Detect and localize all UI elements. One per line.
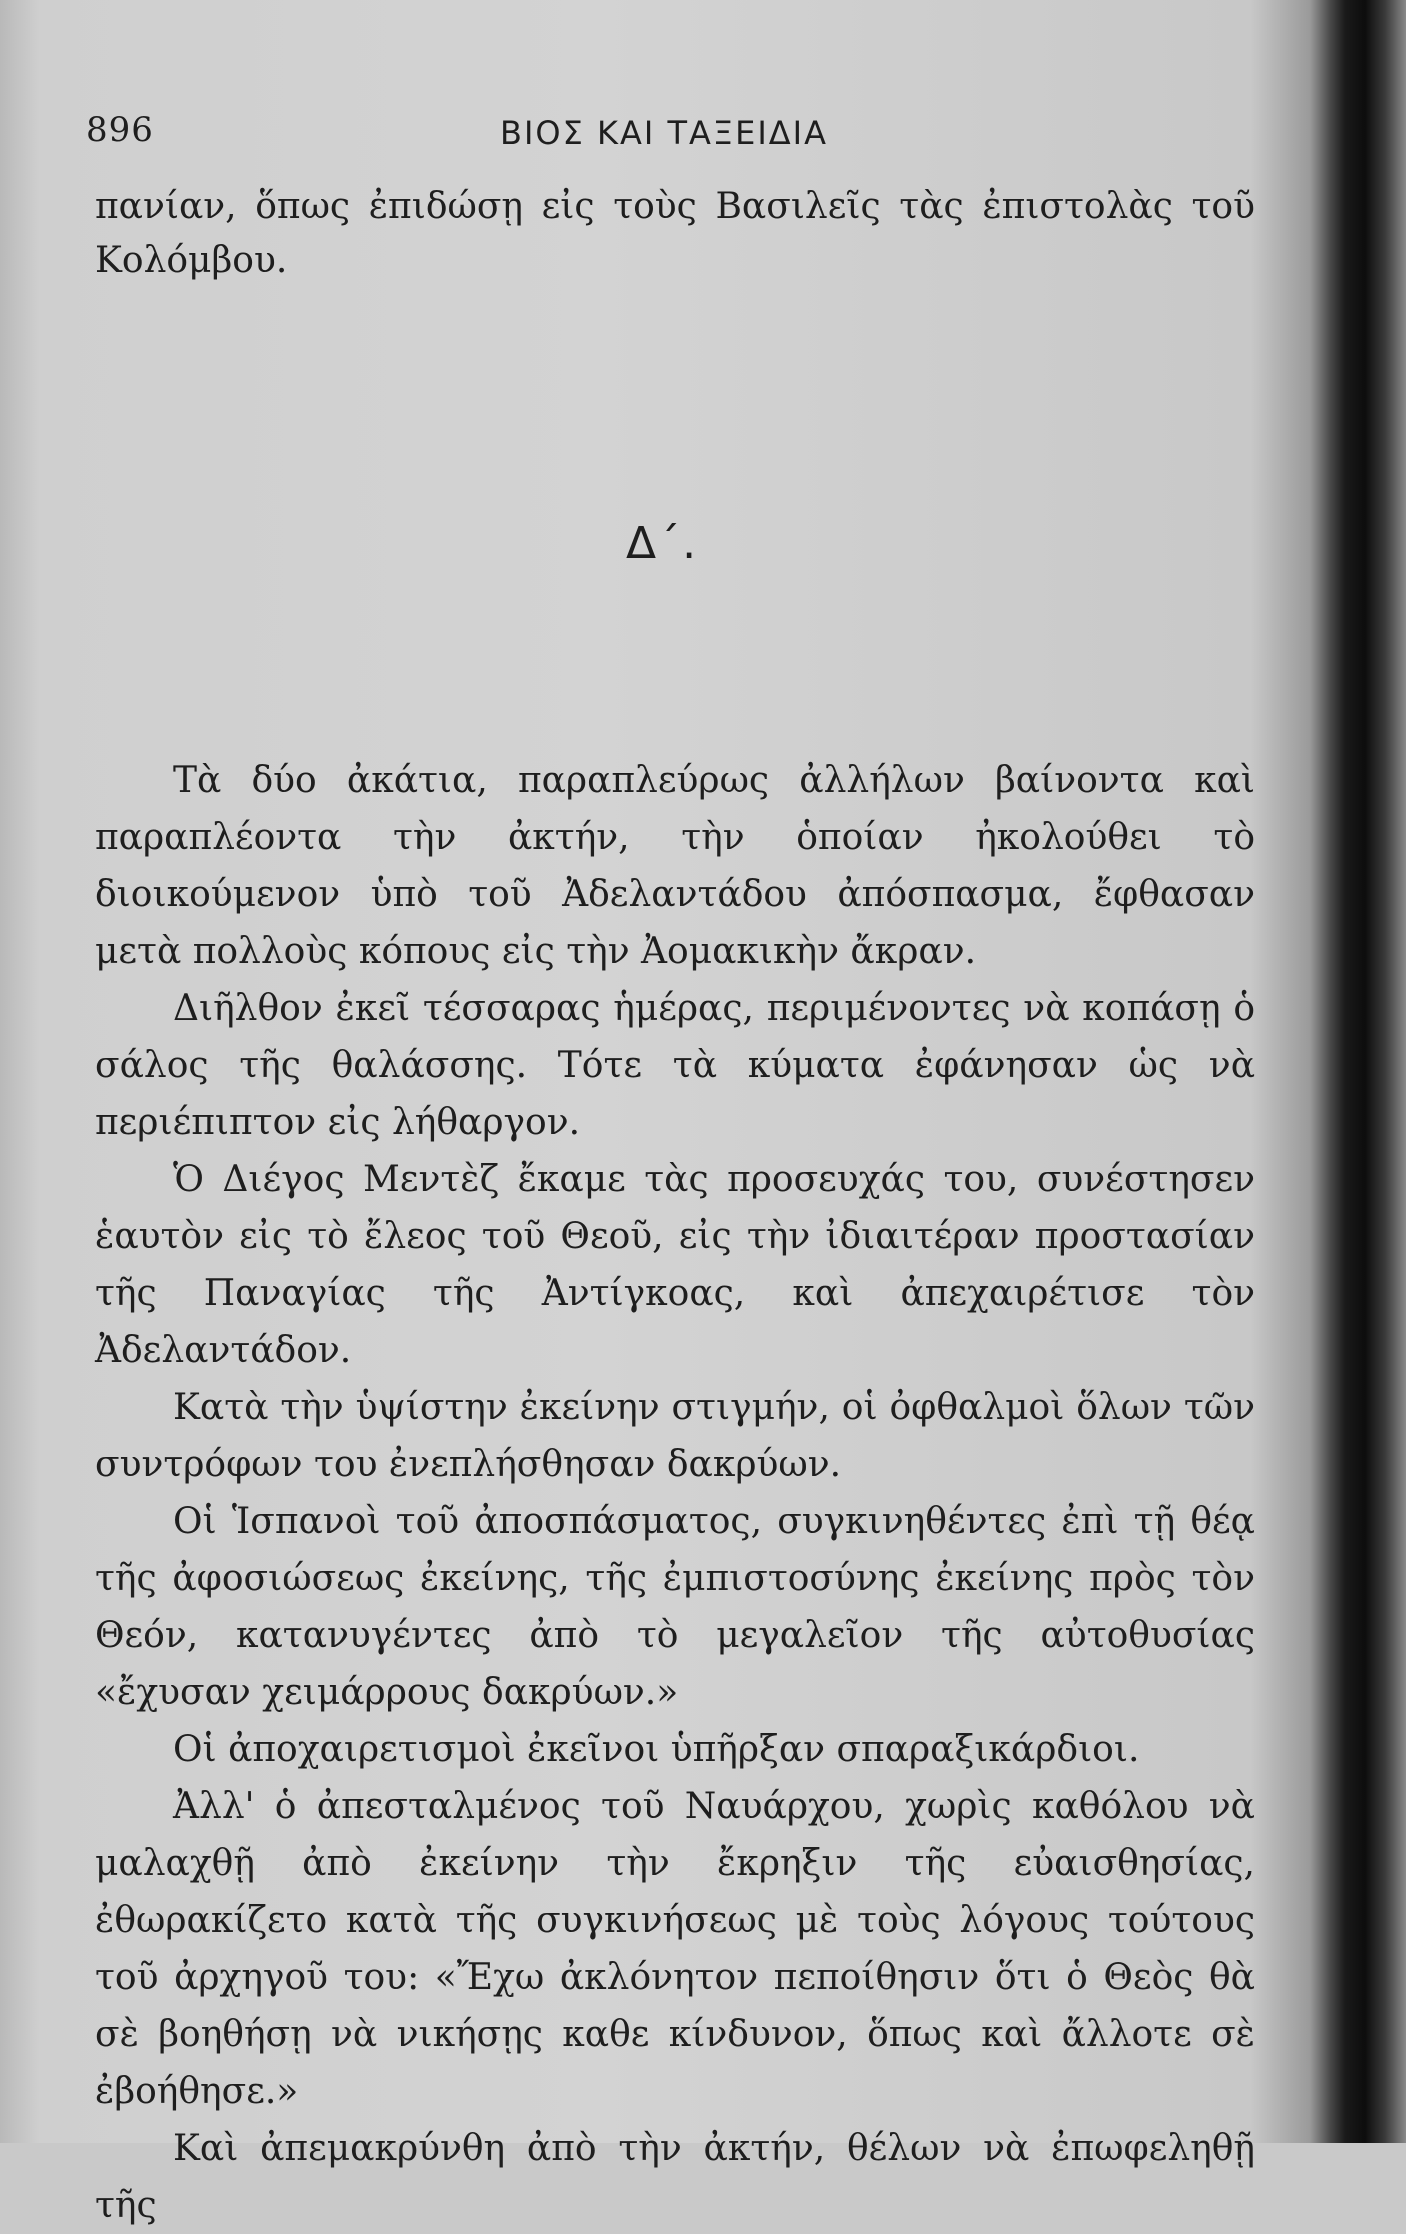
- continuation-block: [95, 180, 1255, 288]
- paragraph-3: Ὁ Διέγος Μεντὲζ ἔκαμε τὰς προσευχάς του, συνέστησεν ἑαυτὸν εἰς τὸ ἔλεος τοῦ Θεοῦ, εἰς τὴν ἰδιαιτέραν προστασίαν τῆς Παναγίας τῆς Ἀντίγκοας, καὶ ἀπεχαιρέτισε τὸν Ἀδελαντάδον.: [95, 1159, 1255, 1371]
- paragraph-2: Διῆλθον ἐκεῖ τέσσαρας ἡμέρας, περιμένοντες νὰ κοπάσῃ ὁ σάλος τῆς θαλάσσης. Τότε τὰ κύματα ἐφάνησαν ὡς νὰ περιέπιπτον εἰς λήθαργον.: [95, 988, 1255, 1143]
- body-text: [95, 752, 1255, 2234]
- page-number: 896: [86, 110, 154, 150]
- paragraph-1: Τὰ δύο ἀκάτια, παραπλεύρως ἀλλήλων βαίνοντα καὶ παραπλέοντα τὴν ἀκτήν, τὴν ὁποίαν ἠκολούθει τὸ διοικούμενον ὑπὸ τοῦ Ἀδελαντάδου ἀπόσπασμα, ἔφθασαν μετὰ πολλοὺς κόπους εἰς τὴν Ἀομακικὴν ἄκραν.: [95, 760, 1255, 972]
- section-heading: Δ΄.: [626, 518, 699, 569]
- paragraph-6: Οἱ ἀποχαιρετισμοὶ ἐκεῖνοι ὑπῆρξαν σπαραξικάρδιοι.: [173, 1729, 1140, 1770]
- paragraph-4: Κατὰ τὴν ὑψίστην ἐκείνην στιγμήν, οἱ ὀφθαλμοὶ ὅλων τῶν συντρόφων του ἐνεπλήσθησαν δακρύων.: [95, 1387, 1255, 1485]
- continuation-paragraph: πανίαν, ὅπως ἐπιδώσῃ εἰς τοὺς Βασιλεῖς τὰς ἐπιστολὰς τοῦ Κολόμβου.: [95, 186, 1255, 281]
- paragraph-8: Καὶ ἀπεμακρύνθη ἀπὸ τὴν ἀκτήν, θέλων νὰ ἐπωφεληθῇ τῆς: [95, 2128, 1255, 2226]
- paragraph-7: Ἀλλ' ὁ ἀπεσταλμένος τοῦ Ναυάρχου, χωρὶς καθόλου νὰ μαλαχθῇ ἀπὸ ἐκείνην τὴν ἔκρηξιν τῆς εὐαισθησίας, ἐθωρακίζετο κατὰ τῆς συγκινήσεως μὲ τοὺς λόγους τούτους τοῦ ἀρχηγοῦ του: «Ἔχω ἀκλόνητον πεποίθησιν ὅτι ὁ Θεὸς θὰ σὲ βοηθήσῃ νὰ νικήσῃς καθε κίνδυνον, ὅπως καὶ ἄλλοτε σὲ ἐβοήθησε.»: [95, 1786, 1255, 2112]
- paragraph-5: Οἱ Ἱσπανοὶ τοῦ ἀποσπάσματος, συγκινηθέντες ἐπὶ τῇ θέᾳ τῆς ἀφοσιώσεως ἐκείνης, τῆς ἐμπιστοσύνης ἐκείνης πρὸς τὸν Θεόν, κατανυγέντες ἀπὸ τὸ μεγαλεῖον τῆς αὐτοθυσίας «ἔχυσαν χειμάρρους δακρύων.»: [95, 1501, 1255, 1713]
- running-head: ΒΙΟΣ ΚΑΙ ΤΑΞΕΙΔΙΑ: [500, 114, 828, 152]
